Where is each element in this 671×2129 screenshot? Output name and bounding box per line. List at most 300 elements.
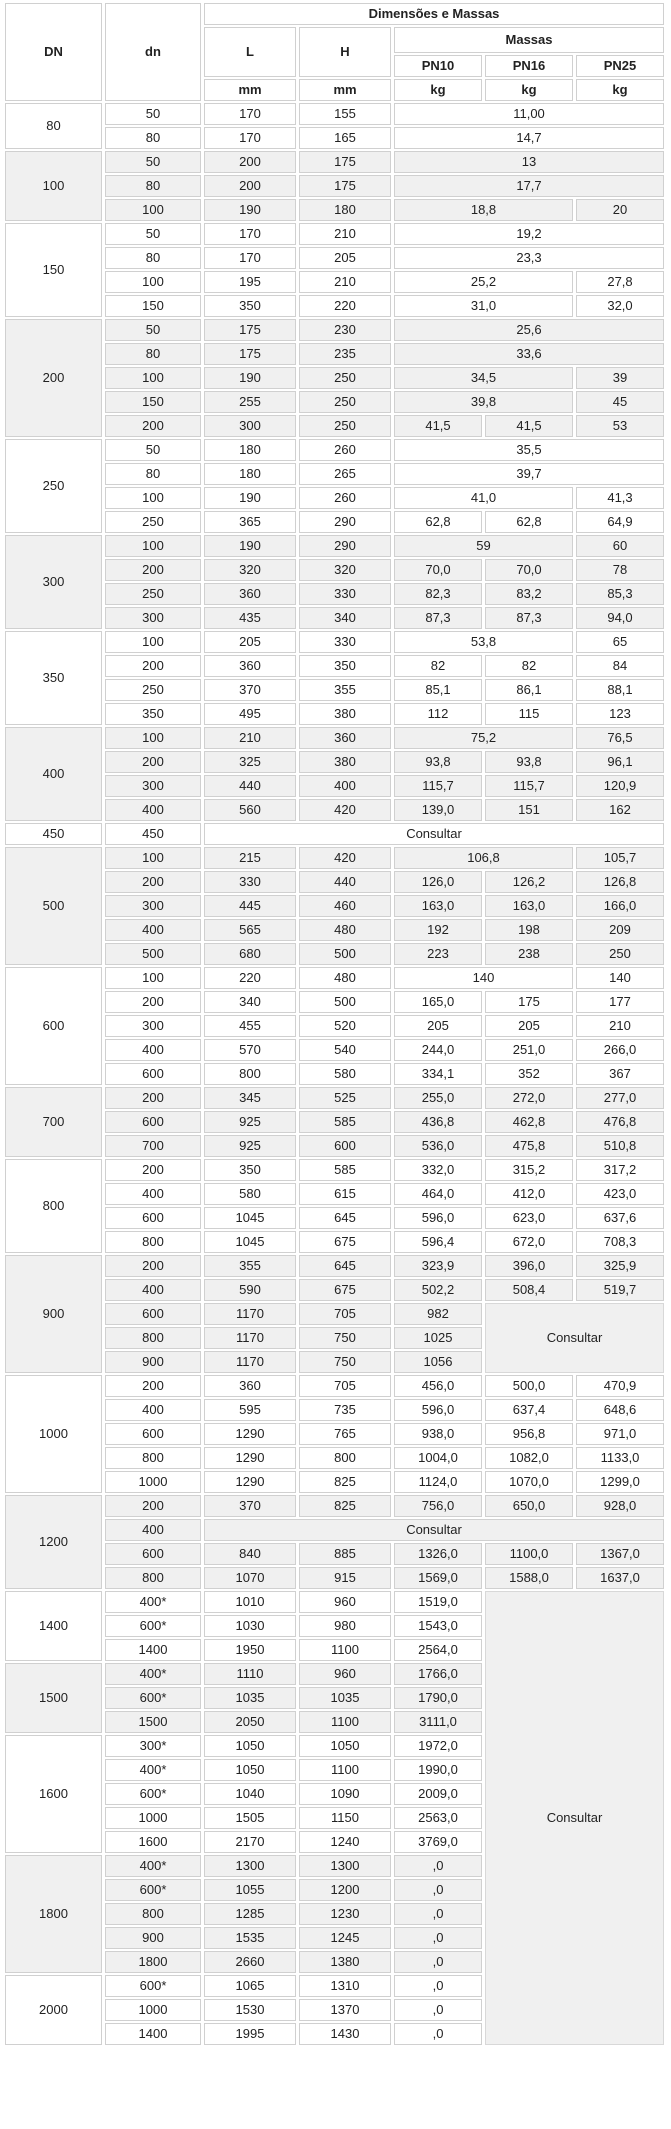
l-cell: 1030 xyxy=(204,1615,296,1637)
pn10-cell: 62,8 xyxy=(394,511,482,533)
pn10-cell: 70,0 xyxy=(394,559,482,581)
pn10-cell: 536,0 xyxy=(394,1135,482,1157)
dn-small-cell: 300* xyxy=(105,1735,201,1757)
h-cell: 1230 xyxy=(299,1903,391,1925)
header-dim-title: Dimensões e Massas xyxy=(204,3,664,25)
pn25-cell: 367 xyxy=(576,1063,664,1085)
pn25-cell: 637,6 xyxy=(576,1207,664,1229)
h-cell: 980 xyxy=(299,1615,391,1637)
l-cell: 1050 xyxy=(204,1759,296,1781)
h-cell: 420 xyxy=(299,799,391,821)
dn-cell: 1000 xyxy=(5,1375,102,1493)
table-row xyxy=(5,1567,664,1589)
table-row xyxy=(5,247,664,269)
unit-l: mm xyxy=(204,79,296,101)
h-cell: 1300 xyxy=(299,1855,391,1877)
pn10-cell: ,0 xyxy=(394,1879,482,1901)
dn-cell: 700 xyxy=(5,1087,102,1157)
dn-small-cell: 1800 xyxy=(105,1951,201,1973)
h-cell: 350 xyxy=(299,655,391,677)
dn-small-cell: 1000 xyxy=(105,1807,201,1829)
pn25-cell: 209 xyxy=(576,919,664,941)
dn-small-cell: 600 xyxy=(105,1207,201,1229)
dn-cell: 400 xyxy=(5,727,102,821)
mass-merged-cell: 106,8 xyxy=(394,847,573,869)
dn-cell: 600 xyxy=(5,967,102,1085)
table-row xyxy=(5,1591,664,1613)
dn-small-cell: 800 xyxy=(105,1327,201,1349)
pn10-cell: 596,4 xyxy=(394,1231,482,1253)
pn10-cell: ,0 xyxy=(394,1927,482,1949)
pn16-cell: 1588,0 xyxy=(485,1567,573,1589)
dn-small-cell: 400* xyxy=(105,1759,201,1781)
l-cell: 205 xyxy=(204,631,296,653)
dn-small-cell: 1000 xyxy=(105,1999,201,2021)
pn10-cell: 2009,0 xyxy=(394,1783,482,1805)
h-cell: 380 xyxy=(299,751,391,773)
h-cell: 1100 xyxy=(299,1759,391,1781)
mass-merged-cell: 33,6 xyxy=(394,343,664,365)
pn16-cell: 238 xyxy=(485,943,573,965)
pn25-cell: 266,0 xyxy=(576,1039,664,1061)
l-cell: 170 xyxy=(204,103,296,125)
h-cell: 825 xyxy=(299,1471,391,1493)
l-cell: 925 xyxy=(204,1111,296,1133)
dn-small-cell: 200 xyxy=(105,415,201,437)
h-cell: 1430 xyxy=(299,2023,391,2045)
pn10-cell: 1569,0 xyxy=(394,1567,482,1589)
table-row xyxy=(5,1447,664,1469)
l-cell: 680 xyxy=(204,943,296,965)
dn-small-cell: 100 xyxy=(105,487,201,509)
l-cell: 175 xyxy=(204,343,296,365)
dn-small-cell: 80 xyxy=(105,127,201,149)
table-row xyxy=(5,295,664,317)
dn-small-cell: 80 xyxy=(105,175,201,197)
pn10-cell: 3769,0 xyxy=(394,1831,482,1853)
pn25-cell: 96,1 xyxy=(576,751,664,773)
dn-small-cell: 350 xyxy=(105,703,201,725)
dn-small-cell: 50 xyxy=(105,319,201,341)
h-cell: 675 xyxy=(299,1279,391,1301)
pn16-cell: 163,0 xyxy=(485,895,573,917)
pn10-cell: 112 xyxy=(394,703,482,725)
h-cell: 330 xyxy=(299,583,391,605)
l-cell: 325 xyxy=(204,751,296,773)
h-cell: 340 xyxy=(299,607,391,629)
header-l: L xyxy=(204,27,296,77)
mass-merged-cell: 19,2 xyxy=(394,223,664,245)
l-cell: 360 xyxy=(204,655,296,677)
table-row xyxy=(5,703,664,725)
h-cell: 1090 xyxy=(299,1783,391,1805)
pn10-cell: 502,2 xyxy=(394,1279,482,1301)
pn16-cell: 151 xyxy=(485,799,573,821)
h-cell: 645 xyxy=(299,1255,391,1277)
dn-small-cell: 800 xyxy=(105,1903,201,1925)
pn16-cell: 623,0 xyxy=(485,1207,573,1229)
table-row xyxy=(5,535,664,557)
h-cell: 705 xyxy=(299,1375,391,1397)
pn16-cell: 41,5 xyxy=(485,415,573,437)
l-cell: 180 xyxy=(204,463,296,485)
pn25-cell: 250 xyxy=(576,943,664,965)
l-cell: 1290 xyxy=(204,1423,296,1445)
dn-cell: 800 xyxy=(5,1159,102,1253)
l-cell: 370 xyxy=(204,1495,296,1517)
l-cell: 1010 xyxy=(204,1591,296,1613)
dn-small-cell: 200 xyxy=(105,559,201,581)
pn25-cell: 45 xyxy=(576,391,664,413)
dn-small-cell: 80 xyxy=(105,463,201,485)
dn-small-cell: 400 xyxy=(105,1519,201,1541)
dn-small-cell: 600* xyxy=(105,1783,201,1805)
h-cell: 210 xyxy=(299,271,391,293)
h-cell: 210 xyxy=(299,223,391,245)
h-cell: 175 xyxy=(299,151,391,173)
l-cell: 345 xyxy=(204,1087,296,1109)
l-cell: 595 xyxy=(204,1399,296,1421)
table-row xyxy=(5,1183,664,1205)
mass-merged-cell: 41,0 xyxy=(394,487,573,509)
dn-small-cell: 150 xyxy=(105,391,201,413)
pn16-cell: 82 xyxy=(485,655,573,677)
h-cell: 355 xyxy=(299,679,391,701)
dimensions-table xyxy=(2,1,667,2047)
l-cell: 1040 xyxy=(204,1783,296,1805)
pn10-cell: 1025 xyxy=(394,1327,482,1349)
h-cell: 750 xyxy=(299,1327,391,1349)
h-cell: 915 xyxy=(299,1567,391,1589)
h-cell: 250 xyxy=(299,367,391,389)
pn10-cell: 332,0 xyxy=(394,1159,482,1181)
dn-small-cell: 600* xyxy=(105,1615,201,1637)
table-row xyxy=(5,127,664,149)
pn25-cell: 39 xyxy=(576,367,664,389)
pn10-cell: 126,0 xyxy=(394,871,482,893)
h-cell: 1035 xyxy=(299,1687,391,1709)
mass-merged-cell: 25,6 xyxy=(394,319,664,341)
pn16-cell: 475,8 xyxy=(485,1135,573,1157)
pn25-cell: 1299,0 xyxy=(576,1471,664,1493)
l-cell: 190 xyxy=(204,487,296,509)
pn10-cell: 436,8 xyxy=(394,1111,482,1133)
l-cell: 1950 xyxy=(204,1639,296,1661)
h-cell: 500 xyxy=(299,991,391,1013)
pn25-cell: 648,6 xyxy=(576,1399,664,1421)
pn16-cell: 87,3 xyxy=(485,607,573,629)
unit-pn10: kg xyxy=(394,79,482,101)
pn25-cell: 162 xyxy=(576,799,664,821)
h-cell: 1240 xyxy=(299,1831,391,1853)
mass-merged-cell: 11,00 xyxy=(394,103,664,125)
dn-small-cell: 400 xyxy=(105,1279,201,1301)
l-cell: 320 xyxy=(204,559,296,581)
mass-merged-cell: 31,0 xyxy=(394,295,573,317)
l-cell: 340 xyxy=(204,991,296,1013)
dn-small-cell: 900 xyxy=(105,1927,201,1949)
dn-small-cell: 1600 xyxy=(105,1831,201,1853)
dn-small-cell: 400* xyxy=(105,1591,201,1613)
pn16-cell: 352 xyxy=(485,1063,573,1085)
table-row xyxy=(5,415,664,437)
dn-small-cell: 800 xyxy=(105,1447,201,1469)
h-cell: 260 xyxy=(299,487,391,509)
pn25-cell: 317,2 xyxy=(576,1159,664,1181)
mass-merged-cell: 17,7 xyxy=(394,175,664,197)
pn16-cell: 272,0 xyxy=(485,1087,573,1109)
pn16-cell: 115,7 xyxy=(485,775,573,797)
pn25-cell: 53 xyxy=(576,415,664,437)
l-cell: 455 xyxy=(204,1015,296,1037)
table-row xyxy=(5,679,664,701)
pn10-cell: 1326,0 xyxy=(394,1543,482,1565)
table-row xyxy=(5,799,664,821)
dn-small-cell: 200 xyxy=(105,871,201,893)
l-cell: 170 xyxy=(204,127,296,149)
pn25-cell: 928,0 xyxy=(576,1495,664,1517)
table-row xyxy=(5,1375,664,1397)
l-cell: 190 xyxy=(204,199,296,221)
header-dn: DN xyxy=(5,3,102,101)
mass-merged-cell: 34,5 xyxy=(394,367,573,389)
h-cell: 960 xyxy=(299,1663,391,1685)
pn16-cell: 508,4 xyxy=(485,1279,573,1301)
pn10-cell: 1004,0 xyxy=(394,1447,482,1469)
dn-cell: 200 xyxy=(5,319,102,437)
dn-small-cell: 200 xyxy=(105,1159,201,1181)
pn10-cell: 223 xyxy=(394,943,482,965)
table-row xyxy=(5,1015,664,1037)
table-row xyxy=(5,1159,664,1181)
h-cell: 705 xyxy=(299,1303,391,1325)
l-cell: 565 xyxy=(204,919,296,941)
l-cell: 590 xyxy=(204,1279,296,1301)
consultar-cell: Consultar xyxy=(204,1519,664,1541)
table-row xyxy=(5,1495,664,1517)
table-row xyxy=(5,391,664,413)
h-cell: 1370 xyxy=(299,1999,391,2021)
l-cell: 1170 xyxy=(204,1303,296,1325)
table-row xyxy=(5,439,664,461)
pn10-cell: 1519,0 xyxy=(394,1591,482,1613)
l-cell: 925 xyxy=(204,1135,296,1157)
dn-small-cell: 400 xyxy=(105,919,201,941)
l-cell: 330 xyxy=(204,871,296,893)
h-cell: 165 xyxy=(299,127,391,149)
l-cell: 2660 xyxy=(204,1951,296,1973)
l-cell: 1055 xyxy=(204,1879,296,1901)
dn-small-cell: 450 xyxy=(105,823,201,845)
pn16-cell: 315,2 xyxy=(485,1159,573,1181)
dn-small-cell: 400* xyxy=(105,1855,201,1877)
dn-small-cell: 1500 xyxy=(105,1711,201,1733)
table-row xyxy=(5,487,664,509)
l-cell: 175 xyxy=(204,319,296,341)
l-cell: 360 xyxy=(204,1375,296,1397)
dn-cell: 1200 xyxy=(5,1495,102,1589)
dn-cell: 150 xyxy=(5,223,102,317)
l-cell: 170 xyxy=(204,247,296,269)
pn10-cell: 1972,0 xyxy=(394,1735,482,1757)
mass-merged-cell: 140 xyxy=(394,967,573,989)
dn-small-cell: 100 xyxy=(105,535,201,557)
l-cell: 495 xyxy=(204,703,296,725)
l-cell: 445 xyxy=(204,895,296,917)
pn10-cell: 87,3 xyxy=(394,607,482,629)
pn16-cell: 396,0 xyxy=(485,1255,573,1277)
pn25-cell: 470,9 xyxy=(576,1375,664,1397)
dn-small-cell: 600 xyxy=(105,1303,201,1325)
pn10-cell: ,0 xyxy=(394,1951,482,1973)
header-pn16: PN16 xyxy=(485,55,573,77)
h-cell: 1100 xyxy=(299,1639,391,1661)
pn10-cell: ,0 xyxy=(394,1855,482,1877)
dn-cell: 350 xyxy=(5,631,102,725)
table-row xyxy=(5,967,664,989)
table-row xyxy=(5,1111,664,1133)
dn-cell: 100 xyxy=(5,151,102,221)
table-row xyxy=(5,1399,664,1421)
pn25-cell: 78 xyxy=(576,559,664,581)
l-cell: 180 xyxy=(204,439,296,461)
h-cell: 330 xyxy=(299,631,391,653)
table-row xyxy=(5,1207,664,1229)
table-row xyxy=(5,943,664,965)
l-cell: 220 xyxy=(204,967,296,989)
dn-small-cell: 200 xyxy=(105,751,201,773)
l-cell: 2050 xyxy=(204,1711,296,1733)
dn-small-cell: 200 xyxy=(105,655,201,677)
h-cell: 260 xyxy=(299,439,391,461)
dn-small-cell: 700 xyxy=(105,1135,201,1157)
pn16-cell: 70,0 xyxy=(485,559,573,581)
dn-small-cell: 300 xyxy=(105,895,201,917)
header-dn-small: dn xyxy=(105,3,201,101)
h-cell: 265 xyxy=(299,463,391,485)
table-row xyxy=(5,655,664,677)
h-cell: 250 xyxy=(299,415,391,437)
l-cell: 1065 xyxy=(204,1975,296,1997)
l-cell: 200 xyxy=(204,151,296,173)
h-cell: 1050 xyxy=(299,1735,391,1757)
pn16-cell: 93,8 xyxy=(485,751,573,773)
dn-small-cell: 100 xyxy=(105,271,201,293)
table-row xyxy=(5,1087,664,1109)
pn16-cell: 83,2 xyxy=(485,583,573,605)
l-cell: 255 xyxy=(204,391,296,413)
pn10-cell: 192 xyxy=(394,919,482,941)
dn-small-cell: 600 xyxy=(105,1543,201,1565)
h-cell: 230 xyxy=(299,319,391,341)
dn-small-cell: 200 xyxy=(105,1375,201,1397)
dn-small-cell: 1400 xyxy=(105,1639,201,1661)
dn-small-cell: 50 xyxy=(105,151,201,173)
header-pn25: PN25 xyxy=(576,55,664,77)
mass-merged-cell: 18,8 xyxy=(394,199,573,221)
h-cell: 480 xyxy=(299,967,391,989)
h-cell: 825 xyxy=(299,1495,391,1517)
dn-small-cell: 400 xyxy=(105,1183,201,1205)
h-cell: 360 xyxy=(299,727,391,749)
pn16-cell: 1100,0 xyxy=(485,1543,573,1565)
pn25-cell: 64,9 xyxy=(576,511,664,533)
dn-small-cell: 800 xyxy=(105,1567,201,1589)
dn-small-cell: 50 xyxy=(105,103,201,125)
h-cell: 585 xyxy=(299,1111,391,1133)
pn10-cell: 938,0 xyxy=(394,1423,482,1445)
pn25-cell: 20 xyxy=(576,199,664,221)
dn-small-cell: 400 xyxy=(105,799,201,821)
h-cell: 885 xyxy=(299,1543,391,1565)
mass-merged-cell: 39,7 xyxy=(394,463,664,485)
mass-merged-cell: 23,3 xyxy=(394,247,664,269)
l-cell: 1535 xyxy=(204,1927,296,1949)
l-cell: 1045 xyxy=(204,1231,296,1253)
pn25-cell: 88,1 xyxy=(576,679,664,701)
dn-small-cell: 250 xyxy=(105,679,201,701)
h-cell: 1100 xyxy=(299,1711,391,1733)
dn-cell: 1500 xyxy=(5,1663,102,1733)
table-row xyxy=(5,1279,664,1301)
table-row xyxy=(5,751,664,773)
h-cell: 500 xyxy=(299,943,391,965)
l-cell: 1045 xyxy=(204,1207,296,1229)
pn10-cell: 3111,0 xyxy=(394,1711,482,1733)
dn-small-cell: 250 xyxy=(105,583,201,605)
l-cell: 1290 xyxy=(204,1471,296,1493)
h-cell: 400 xyxy=(299,775,391,797)
dn-cell: 450 xyxy=(5,823,102,845)
pn10-cell: 1766,0 xyxy=(394,1663,482,1685)
pn10-cell: 163,0 xyxy=(394,895,482,917)
dn-small-cell: 400 xyxy=(105,1399,201,1421)
pn10-cell: 2564,0 xyxy=(394,1639,482,1661)
pn25-cell: 519,7 xyxy=(576,1279,664,1301)
l-cell: 800 xyxy=(204,1063,296,1085)
unit-pn16: kg xyxy=(485,79,573,101)
dn-small-cell: 50 xyxy=(105,223,201,245)
dn-small-cell: 500 xyxy=(105,943,201,965)
pn25-cell: 27,8 xyxy=(576,271,664,293)
table-row xyxy=(5,631,664,653)
l-cell: 1530 xyxy=(204,1999,296,2021)
pn10-cell: ,0 xyxy=(394,1999,482,2021)
h-cell: 460 xyxy=(299,895,391,917)
pn25-cell: 123 xyxy=(576,703,664,725)
pn10-cell: 756,0 xyxy=(394,1495,482,1517)
h-cell: 735 xyxy=(299,1399,391,1421)
table-row xyxy=(5,319,664,341)
h-cell: 580 xyxy=(299,1063,391,1085)
dn-small-cell: 600 xyxy=(105,1423,201,1445)
dn-cell: 1800 xyxy=(5,1855,102,1973)
pn25-cell: 94,0 xyxy=(576,607,664,629)
dn-cell: 1400 xyxy=(5,1591,102,1661)
l-cell: 435 xyxy=(204,607,296,629)
pn10-cell: 165,0 xyxy=(394,991,482,1013)
pn16-cell: 672,0 xyxy=(485,1231,573,1253)
table-row xyxy=(5,823,664,845)
dn-small-cell: 600* xyxy=(105,1879,201,1901)
dn-small-cell: 300 xyxy=(105,1015,201,1037)
dn-small-cell: 100 xyxy=(105,199,201,221)
table-row xyxy=(5,1231,664,1253)
pn16-cell: 198 xyxy=(485,919,573,941)
unit-h: mm xyxy=(299,79,391,101)
dn-small-cell: 50 xyxy=(105,439,201,461)
h-cell: 420 xyxy=(299,847,391,869)
